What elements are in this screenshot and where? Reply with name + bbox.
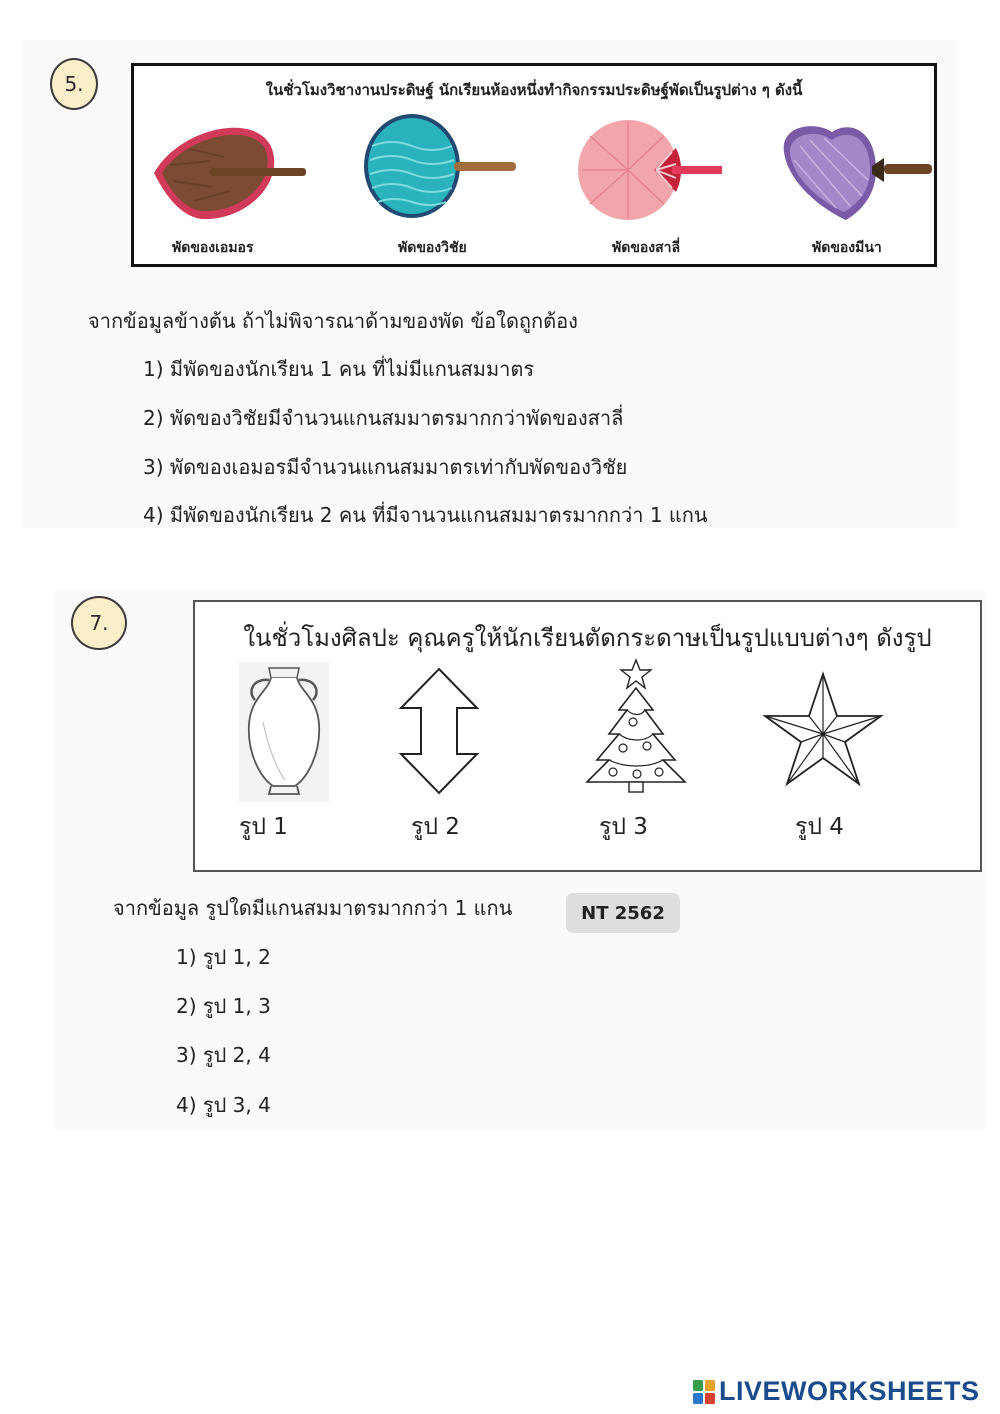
- shapes-illustration-box: [193, 600, 982, 872]
- christmas-tree-icon: [583, 658, 689, 796]
- vase-icon: [239, 662, 329, 802]
- pink-round-fan-icon: [576, 116, 726, 226]
- fan-label-4: พัดของมีนา: [812, 240, 882, 256]
- q5-option-2[interactable]: 2) พัดของวิชัยมีจำนวนแกนสมมาตรมากกว่าพัดของสาลี่: [143, 406, 624, 430]
- q7-title: ในชั่วโมงศิลปะ คุณครูให้นักเรียนตัดกระดาษเป็นรูปแบบต่างๆ ดังรูป: [243, 624, 932, 652]
- fan-illustration-box: [131, 63, 937, 267]
- q5-option-3[interactable]: 3) พัดของเอมอรมีจำนวนแกนสมมาตรเท่ากับพัดของวิชัย: [143, 455, 628, 479]
- q7-question: จากข้อมูล รูปใดมีแกนสมมาตรมากกว่า 1 แกน: [113, 896, 513, 920]
- leaf-fan-icon: [150, 121, 310, 226]
- star-icon: [761, 670, 885, 788]
- liveworksheets-logo: [693, 1376, 980, 1407]
- q7-option-2[interactable]: 2) รูป 1, 3: [176, 994, 271, 1018]
- round-fan-icon: [362, 112, 522, 224]
- fan-label-2: พัดของวิชัย: [398, 240, 467, 256]
- liveworksheets-logo-icon: [693, 1380, 715, 1404]
- q5-title: ในชั่วโมงวิชางานประดิษฐ์ นักเรียนห้องหนึ่งทำกิจกรรมประดิษฐ์พัดเป็นรูปต่าง ๆ ดังนี้: [265, 81, 803, 99]
- double-arrow-icon: [397, 666, 481, 796]
- liveworksheets-brand: LIVEWORKSHEETS: [719, 1376, 980, 1406]
- q5-option-4[interactable]: 4) มีพัดของนักเรียน 2 คน ที่มีจานวนแกนสมมาตรมากกว่า 1 แกน: [143, 503, 708, 527]
- fan-label-3: พัดของสาลี่: [612, 240, 681, 256]
- shape-label-4: รูป 4: [795, 814, 844, 840]
- shape-label-1: รูป 1: [239, 814, 288, 840]
- question-number-5: 5.: [50, 58, 98, 110]
- q5-question: จากข้อมูลข้างต้น ถ้าไม่พิจารณาด้ามของพัด ข้อใดถูกต้อง: [88, 309, 578, 333]
- q7-option-3[interactable]: 3) รูป 2, 4: [176, 1043, 271, 1067]
- shape-label-2: รูป 2: [411, 814, 460, 840]
- shape-label-3: รูป 3: [599, 814, 648, 840]
- question-number-7: 7.: [71, 596, 127, 650]
- q7-option-1[interactable]: 1) รูป 1, 2: [176, 945, 271, 969]
- fan-label-1: พัดของเอมอร: [172, 240, 254, 256]
- q7-option-4[interactable]: 4) รูป 3, 4: [176, 1093, 271, 1117]
- exam-source-badge: NT 2562: [566, 893, 680, 933]
- heart-fan-icon: [780, 116, 934, 226]
- q5-option-1[interactable]: 1) มีพัดของนักเรียน 1 คน ที่ไม่มีแกนสมมาตร: [143, 357, 535, 381]
